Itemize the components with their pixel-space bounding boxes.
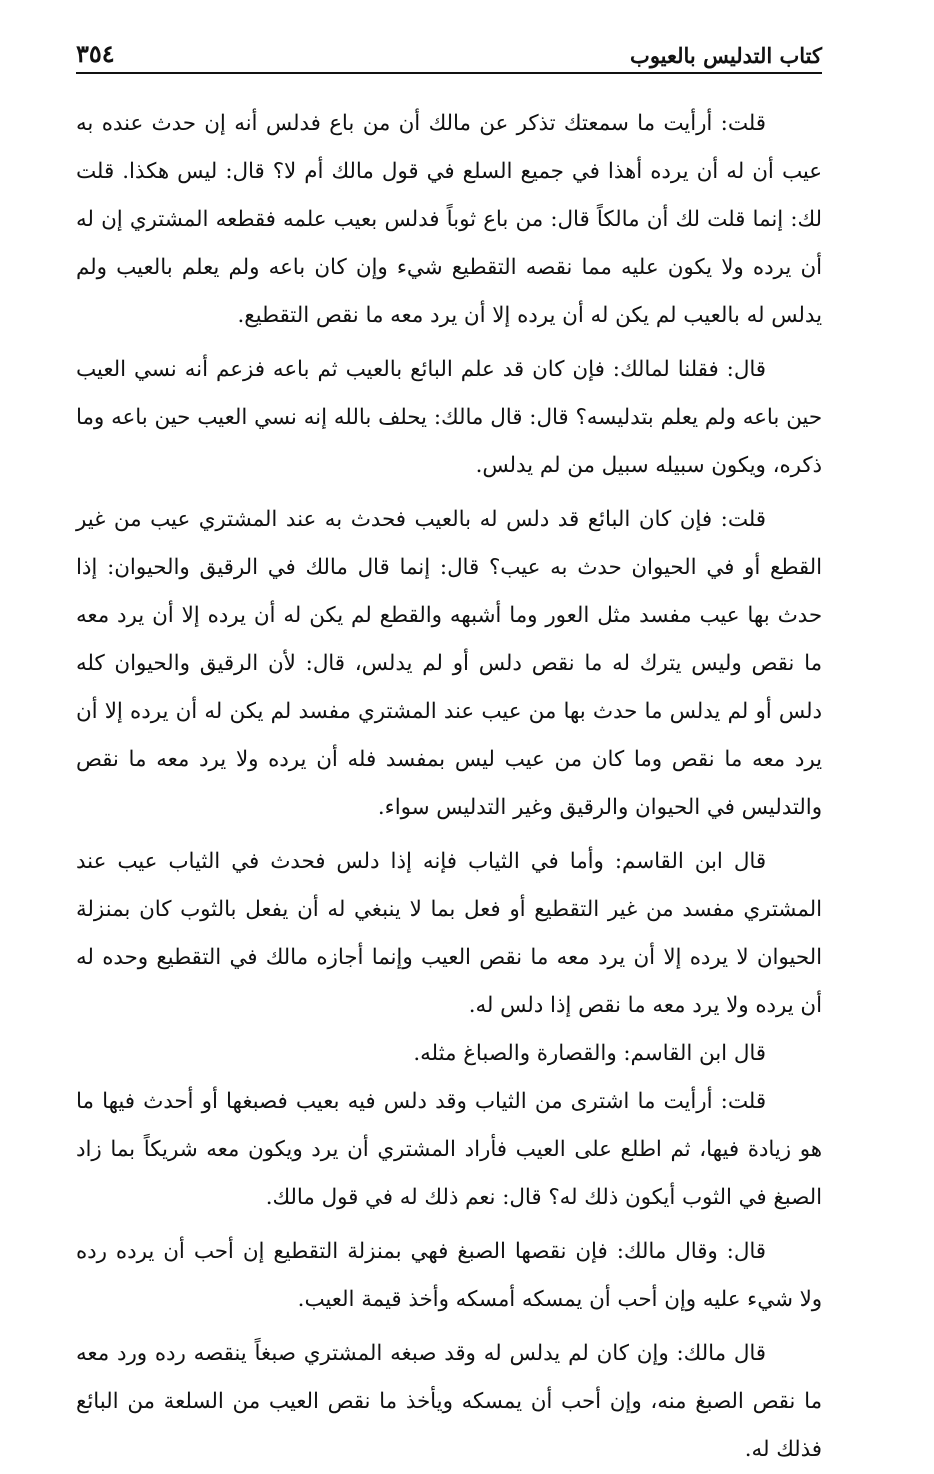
paragraph: قال: وقال مالك: فإن نقصها الصبغ فهي بمنزلة التقطيع إن أحب أن يرده رده ولا شيء عليه وإن أحب أن يمسكه أمسكه وأخذ قيمة العيب.: [76, 1239, 822, 1312]
running-title: كتاب التدليس بالعيوب: [630, 43, 822, 68]
paragraph: قال ابن القاسم: وأما في الثياب فإنه إذا دلس فحدث في الثياب عيب عند المشتري مفسد من غير التقطيع أو فعل بما لا ينبغي له أن يفعل بالثوب كان بمنزلة الحيوان لا يرده إلا أن يرد معه ما نقص العيب وإنما أجازه مالك في التقطيع وحده له أن يرده ولا يرد معه ما نقص إذا دلس له.: [76, 849, 822, 1018]
page-header: [76, 30, 822, 74]
paragraph: قلت: أرأيت ما اشترى من الثياب وقد دلس فيه بعيب فصبغها أو أحدث فيها ما هو زيادة فيها، ثم اطلع على العيب فأراد المشتري أن يرد ويكون معه شريكاً بما زاد الصبغ في الثوب أيكون ذلك له؟ قال: نعم ذلك له في قول مالك.: [76, 1089, 822, 1210]
paragraph: قلت: أرأيت ما سمعتك تذكر عن مالك أن من باع فدلس أنه إن حدث عنده به عيب أن له أن يرده أهذا في جميع السلع في قول مالك أم لا؟ قال: ليس هكذا. قلت لك: إنما قلت لك أن مالكاً قال: من باع ثوباً فدلس بعيب علمه فقطعه المشتري إن له أن يرده ولا يكون عليه مما نقصه التقطيع شيء وإن كان باعه ولم يعلم بالعيب ولم يدلس له بالعيب لم يكن له أن يرده إلا أن يرد معه ما نقص التقطيع.: [76, 111, 822, 328]
paragraph: قال مالك: وإن كان لم يدلس له وقد صبغه المشتري صبغاً ينقصه رده ورد معه ما نقص الصبغ منه، وإن أحب أن يمسكه ويأخذ ما نقص العيب من السلعة من البائع فذلك له.: [76, 1341, 822, 1462]
paragraph: قال: فقلنا لمالك: فإن كان قد علم البائع بالعيب ثم باعه فزعم أنه نسي العيب حين باعه ولم يعلم بتدليسه؟ قال: قال مالك: يحلف بالله إنه نسي العيب حين باعه وما ذكره، ويكون سبيله سبيل من لم يدلس.: [76, 357, 822, 478]
paragraph: قلت: فإن كان البائع قد دلس له بالعيب فحدث به عند المشتري عيب من غير القطع أو في الحيوان حدث به عيب؟ قال: إنما قال مالك في الرقيق والحيوان: إذا حدث بها عيب مفسد مثل العور وما أشبهه والقطع لم يكن له أن يرده إلا أن يرد معه ما نقص وليس يترك له ما نقص دلس أو لم يدلس، قال: لأن الرقيق والحيوان كله دلس أو لم يدلس ما حدث بها من عيب عند المشتري مفسد لم يكن له أن يرده إلا أن يرد معه ما نقص وما كان من عيب ليس بمفسد فله أن يرده ولا يرد معه ما نقص والتدليس في الحيوان والرقيق وغير التدليس سواء.: [76, 507, 822, 820]
paragraph: قال ابن القاسم: والقصارة والصباغ مثله.: [413, 1041, 766, 1066]
body-text: [76, 100, 822, 1462]
page-number: ٣٥٤: [76, 39, 115, 68]
